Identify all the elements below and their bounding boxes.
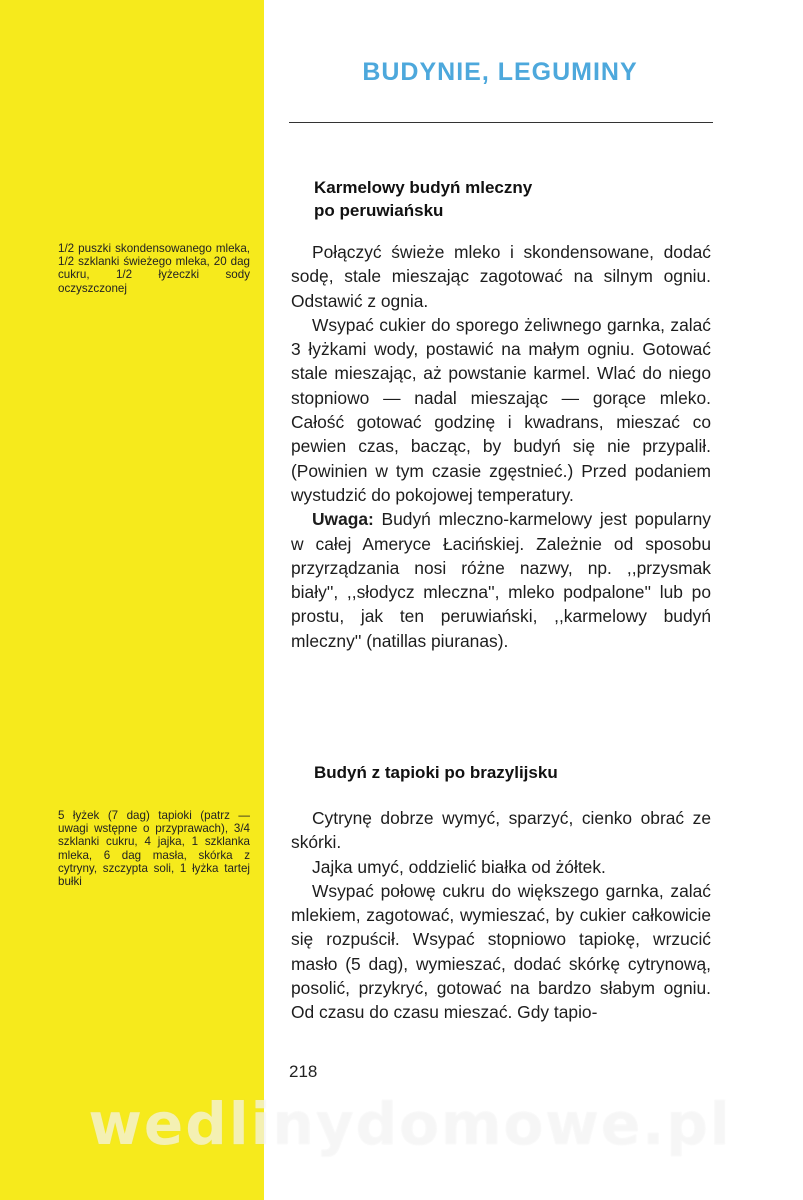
watermark: wedlinydomowe.pl bbox=[88, 1090, 732, 1158]
paragraph: Wsypać połowę cukru do większego garnka, zalać mlekiem, zagotować, wymieszać, by cukier całkowicie się rozpuścił. Wsypać stopniowo tapiokę, wrzucić masło (5 dag), wymieszać, dodać skórkę cytrynową, posolić, przykryć, gotować na bardzo słabym ogniu. Od czasu do czasu mieszać. Gdy tapio- bbox=[291, 880, 711, 1023]
note-label: Uwaga: bbox=[312, 509, 374, 530]
recipe-body-1 bbox=[291, 240, 711, 653]
paragraph: Wsypać cukier do sporego żeliwnego garnka, zalać 3 łyżkami wody, postawić na małym ogniu. Gotować stale mieszając, aż powstanie karmel. Wlać do niego stopniowo — nadal mieszając — gorące mleko. Całość gotować godzinę i kwadrans, mieszać co pewien czas, bacząc, by budyń się nie przypalił. (Powinien w tym czasie zgęstnieć.) Przed podaniem wystudzić do pokojowej temperatury. bbox=[291, 314, 711, 505]
note-text: Budyń mleczno-karmelowy jest popularny w całej Ameryce Łacińskiej. Zależnie od sposobu przyrządzania nosi różne nazwy, np. ,,przysmak biały'', ,,słodycz mleczna'', mleko podpalone'' lub po prostu, jak ten peruwiański, ,,karmelowy budyń mleczny'' (natillas piuranas). bbox=[291, 509, 711, 651]
ingredients-recipe-2: 5 łyżek (7 dag) tapioki (patrz — uwagi wstępne o przyprawach), 3/4 szklanki cukru, 4 jajka, 1 szklanka mleka, 6 dag masła, skórka z cytryny, szczypta soli, 1 łyżka tartej bułki bbox=[58, 809, 250, 889]
page-number: 218 bbox=[289, 1062, 318, 1081]
paragraph: Jajka umyć, oddzielić białka od żółtek. bbox=[312, 856, 606, 877]
yellow-sidebar bbox=[0, 0, 264, 1200]
paragraph: Połączyć świeże mleko i skondensowane, dodać sodę, stale mieszając zagotować na silnym ogniu. Odstawić z ognia. bbox=[291, 242, 711, 311]
note-paragraph bbox=[291, 507, 711, 653]
recipe-title-2 bbox=[314, 761, 674, 784]
paragraph: Cytrynę dobrze wymyć, sparzyć, cienko obrać ze skórki. bbox=[291, 808, 711, 853]
recipe-title-1-line-1: Karmelowy budyń mleczny bbox=[314, 178, 533, 197]
ingredients-recipe-1: 1/2 puszki skondensowanego mleka, 1/2 szklanki świeżego mleka, 20 dag cukru, 1/2 łyżeczki sody oczyszczonej bbox=[58, 242, 250, 295]
recipe-title-2-line-1: Budyń z tapioki po brazylijsku bbox=[314, 763, 558, 782]
recipe-body-2 bbox=[291, 806, 711, 1025]
recipe-title-1-line-2: po peruwiańsku bbox=[314, 201, 444, 220]
title-divider bbox=[289, 122, 713, 123]
recipe-title-1 bbox=[314, 176, 674, 222]
section-title: BUDYNIE, LEGUMINY bbox=[362, 58, 638, 86]
